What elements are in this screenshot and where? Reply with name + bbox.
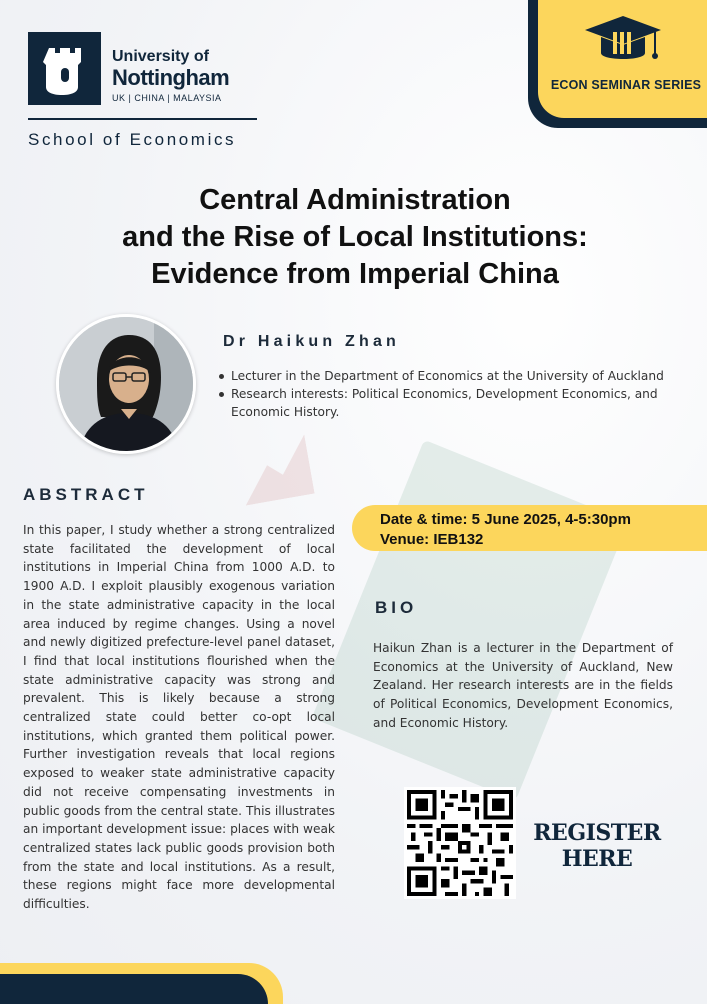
registration-qr-code[interactable] [404, 787, 516, 899]
title-line1: Central Administration [199, 184, 511, 216]
university-name-line2: Nottingham [112, 65, 230, 90]
abstract-body: In this paper, I study whether a strong centralized state facilitated the development of local institutions in Imperial China from 1000 A.D. to 1900 A.D. I exploit plausibly exogenous variation in the state administrative capacity in the local area induced by regime changes. Using a novel and newly digitized prefecture-level panel dataset, I find that local institutions flourished when the state administrative capacity was strong and prevalent. This is likely because a strong centralized state could better co-opt local institutions, which granted them political power. Further investigation reveals that local regions exposed to weaker state administrative capacity did not receive compensating investments in public goods from the central state. This illustrates an important development issue: places with weak centralized states lack public goods provision both from the state and local institutions. As a result, these regions might face more developmental difficulties. [23, 523, 335, 912]
register-line2: HERE [561, 846, 633, 872]
bio-body: Haikun Zhan is a lecturer in the Department of Economics at the University of Auckland, New Zealand. Her research interests are in the fields of Political Economics, Development Economics, and Economic History. [373, 641, 673, 730]
speaker-details-list [218, 367, 688, 421]
speaker-name: Dr Haikun Zhan [223, 333, 401, 350]
university-wordmark [112, 48, 229, 103]
speaker-portrait-icon [59, 317, 196, 454]
university-crest-logo [28, 32, 101, 105]
university-name-line1: University of [112, 48, 209, 65]
abstract-heading: ABSTRACT [23, 485, 149, 504]
school-name: School of Economics [28, 130, 237, 149]
title-line2: and the Rise of Local Institutions: [122, 221, 588, 253]
university-locations: UK | CHINA | MALAYSIA [112, 93, 222, 103]
footer-navy-shape [0, 974, 268, 1004]
seminar-series-label: ECON SEMINAR SERIES [550, 78, 702, 92]
register-here-link[interactable] [522, 820, 672, 872]
event-venue: Venue: IEB132 [380, 531, 484, 548]
graduation-cap-icon [583, 14, 663, 72]
title-line3: Evidence from Imperial China [151, 258, 559, 290]
event-details [380, 510, 631, 550]
register-line1: REGISTER [533, 820, 661, 846]
speaker-detail-item: Lecturer in the Department of Economics at the University of Auckland [218, 367, 688, 385]
event-datetime: Date & time: 5 June 2025, 4-5:30pm [380, 511, 631, 528]
qr-code-icon [407, 790, 513, 896]
bio-heading: BIO [375, 598, 418, 617]
logo-divider [28, 118, 257, 120]
speaker-detail-item: Research interests: Political Economics, Development Economics, and Economic History. [218, 385, 688, 421]
castle-icon [43, 42, 87, 96]
speaker-photo [56, 314, 196, 454]
seminar-title [60, 182, 650, 293]
